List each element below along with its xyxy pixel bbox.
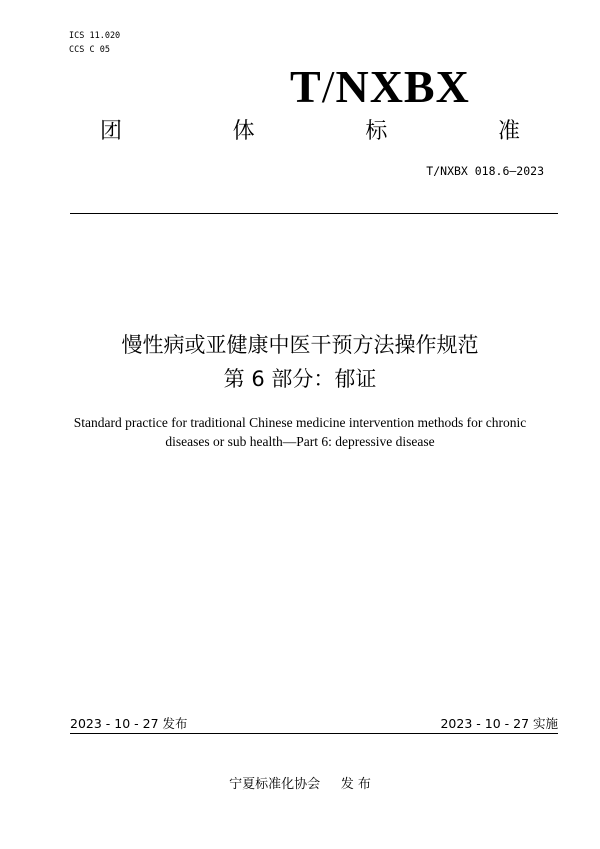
logo-prefix: T — [290, 61, 322, 112]
title-chinese-line2: 第 6 部分：郁证 — [223, 367, 377, 391]
standard-type — [100, 117, 520, 147]
standard-type-char: 标 — [365, 119, 388, 144]
title-english — [40, 413, 560, 451]
logo-suffix: NXBX — [335, 61, 470, 112]
standard-number: T/NXBX 018.6—2023 — [426, 164, 544, 178]
title-chinese-line1: 慢性病或亚健康中医干预方法操作规范 — [121, 333, 479, 357]
implement-date: 2023 - 10 - 27 实施 — [440, 716, 558, 731]
standard-logo — [290, 61, 470, 113]
standard-type-char: 准 — [497, 119, 520, 144]
title-english-line2: diseases or sub health—Part 6: depressive disease — [165, 434, 435, 449]
header-divider — [70, 213, 558, 214]
classification-codes — [69, 29, 120, 57]
title-english-line1: Standard practice for traditional Chinese medicine intervention methods for chronic — [73, 415, 527, 430]
logo-slash: / — [321, 61, 336, 112]
standard-type-char: 团 — [100, 119, 123, 144]
standard-type-char: 体 — [232, 119, 255, 144]
footer-divider — [70, 733, 558, 734]
ics-code: ICS 11.020 — [69, 31, 121, 41]
release-date: 2023 - 10 - 27 发布 — [70, 716, 188, 731]
ccs-code: CCS C 05 — [69, 45, 110, 55]
publisher: 宁夏标准化协会 发 布 — [229, 777, 371, 792]
